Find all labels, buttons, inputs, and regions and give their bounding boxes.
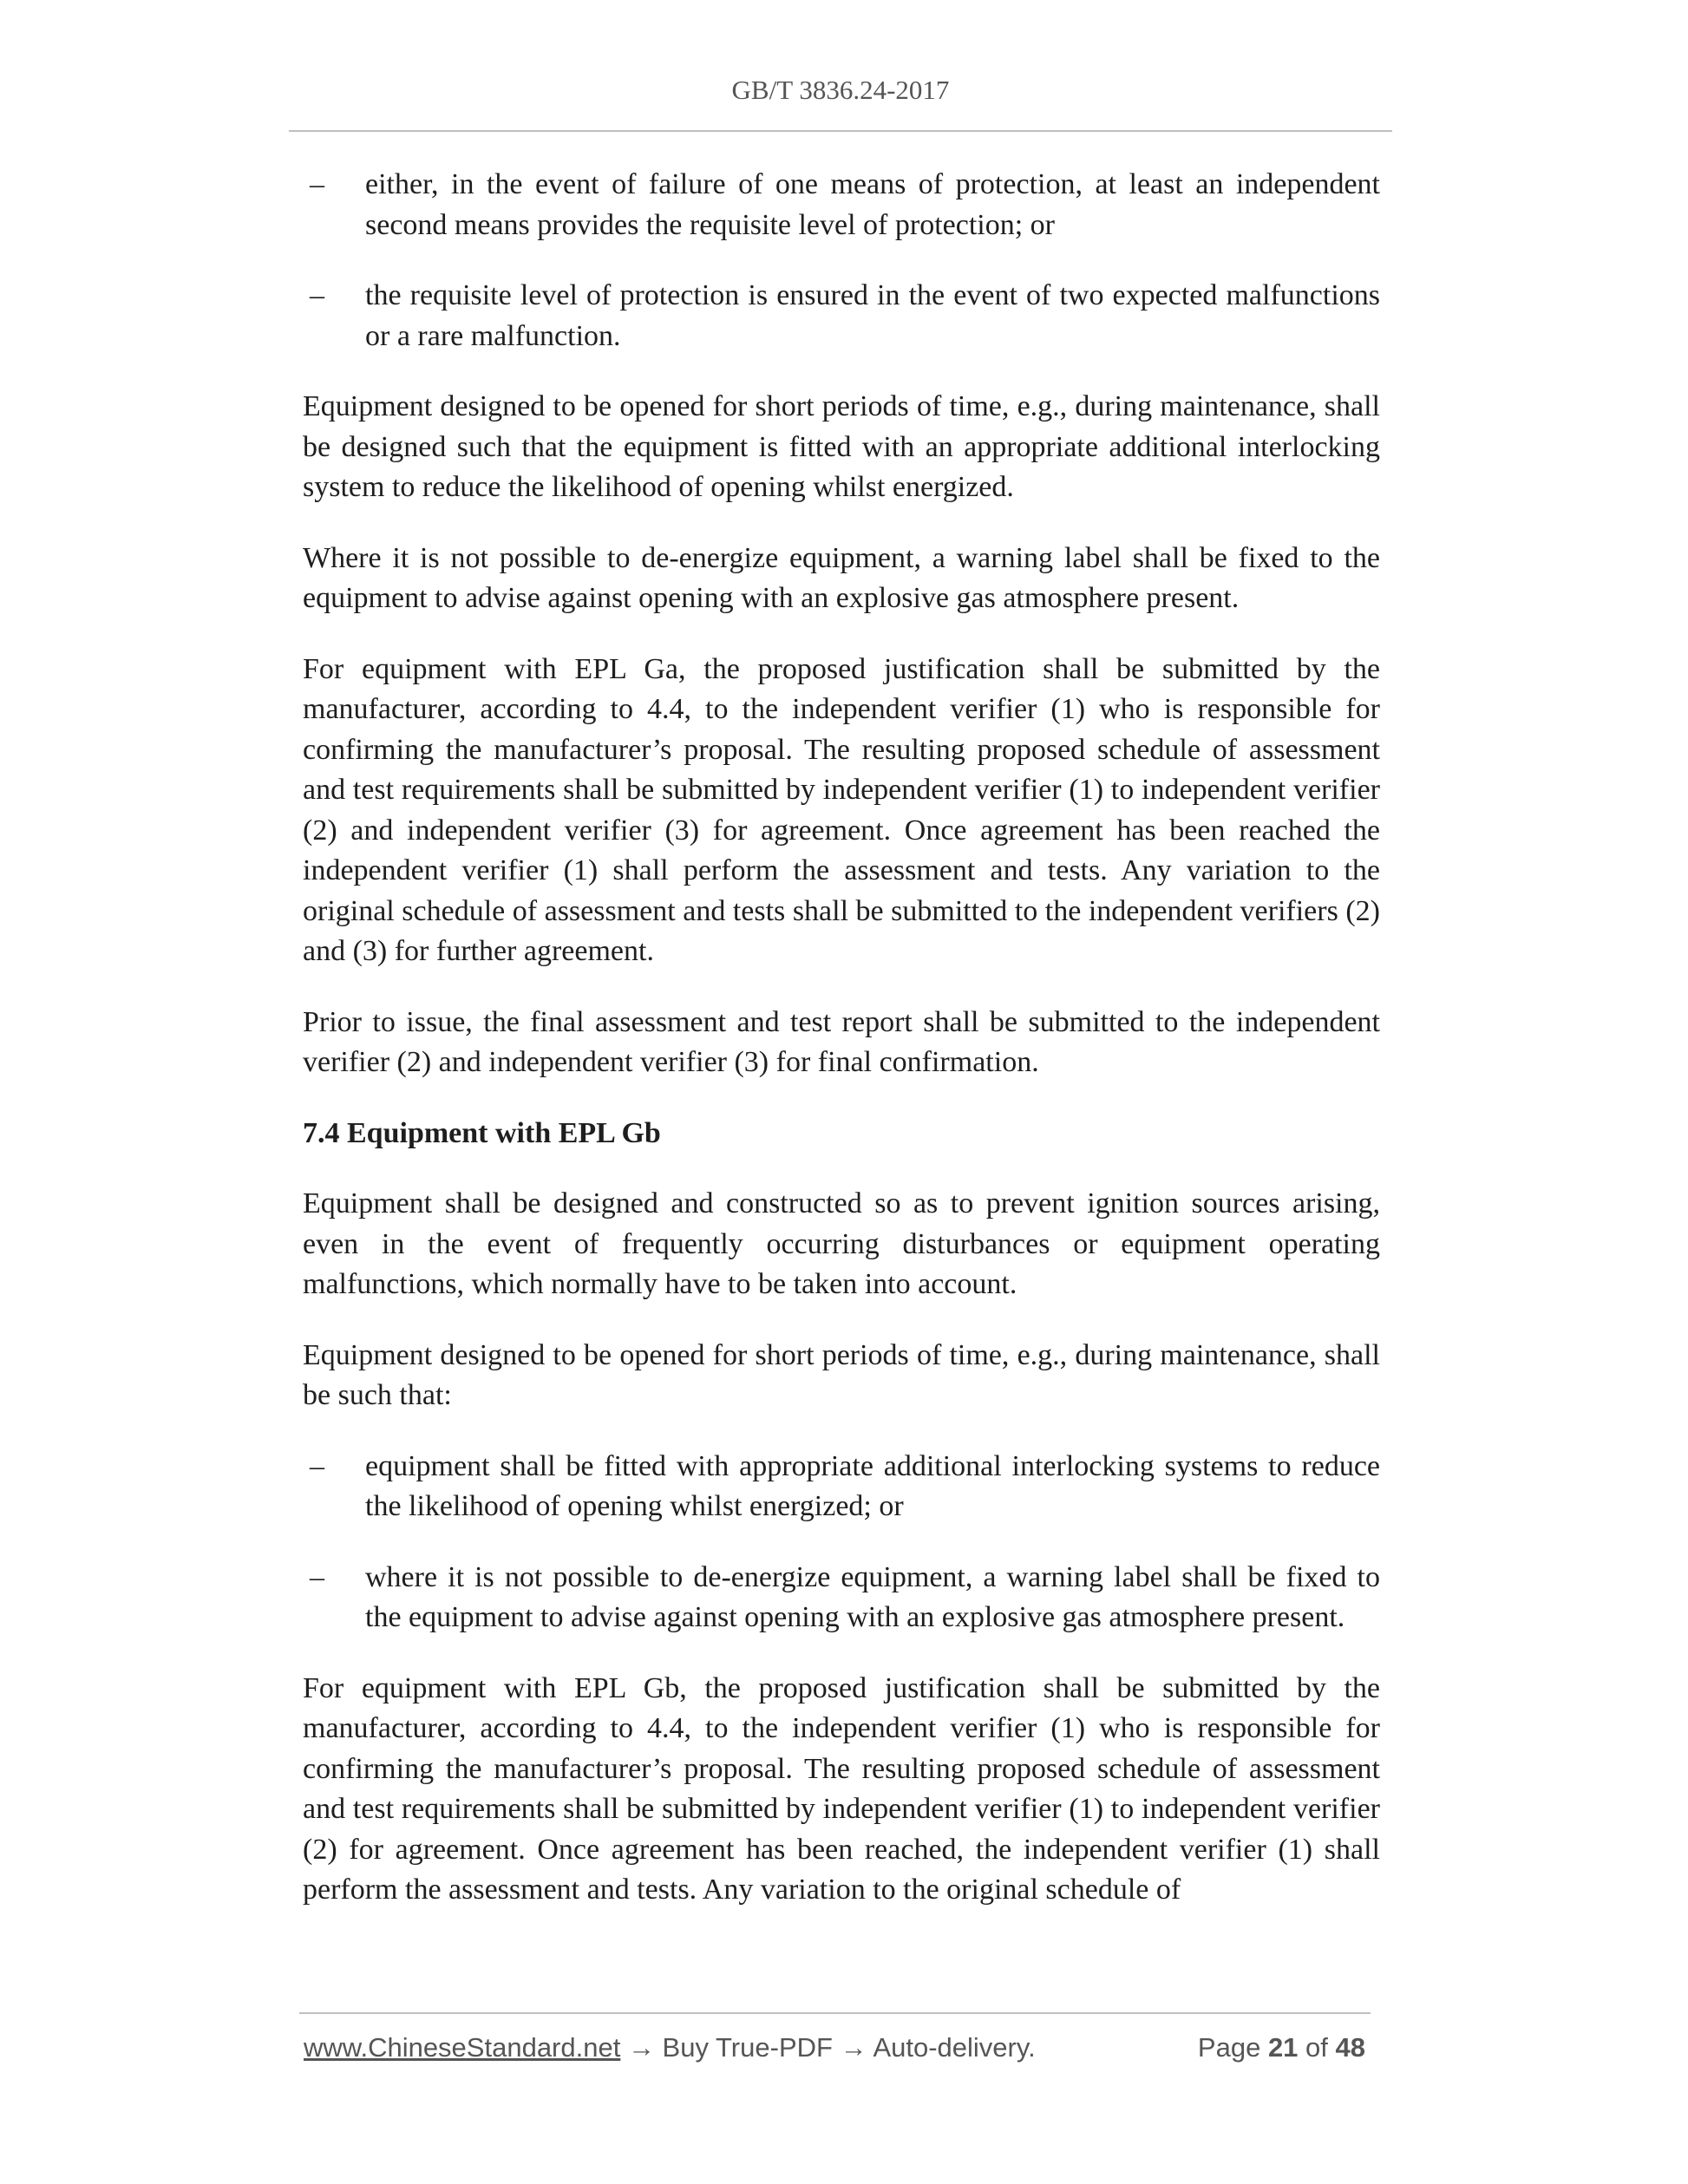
paragraph: Where it is not possible to de-energize equipment, a warning label shall be fixed to the equipment to advise against opening with an explosive gas atmosphere present. bbox=[303, 541, 1380, 614]
document-header-title: GB/T 3836.24-2017 bbox=[731, 75, 950, 105]
list-dash: – bbox=[310, 279, 324, 311]
page-label: Page bbox=[1197, 2032, 1268, 2063]
header-divider bbox=[289, 130, 1392, 132]
current-page-number: 21 bbox=[1267, 2032, 1299, 2063]
footer-divider bbox=[299, 2012, 1371, 2014]
list-item-text: equipment shall be fitted with appropriate additional interlocking systems to reduce the likelihood of opening whilst energized; or bbox=[365, 1449, 1380, 1522]
paragraph: For equipment with EPL Ga, the proposed justification shall be submitted by the manufacturer, according to 4.4, to the independent verifier (1) who is responsible for confirming the manufacturer’s proposal. The resulting proposed schedule of assessment and test requirements shall be submitted by independent verifier (1) to independent verifier (2) and independent verifier (3) for agreement. Once agreement has been reached the independent verifier (1) shall perform the assessment and tests. Any variation to the original schedule of assessment and tests shall be submitted to the independent verifiers (2) and (3) for further agreement. bbox=[303, 652, 1380, 967]
list-item-text: the requisite level of protection is ensured in the event of two expected malfunctions or a rare malfunction. bbox=[365, 279, 1380, 352]
of-label: of bbox=[1298, 2032, 1336, 2063]
total-pages-number: 48 bbox=[1335, 2032, 1365, 2063]
paragraph: Prior to issue, the final assessment and test report shall be submitted to the independent verifier (2) and independent verifier (3) for final confirmation. bbox=[303, 1005, 1380, 1078]
footer-promo-text: → Buy True-PDF → Auto-delivery. bbox=[620, 2032, 1036, 2063]
list-item bbox=[303, 165, 1380, 245]
list-dash: – bbox=[310, 1449, 324, 1482]
footer-promo bbox=[304, 2032, 1036, 2063]
page-footer bbox=[304, 2032, 1371, 2070]
list-item-text: either, in the event of failure of one means of protection, at least an independent second means provides the requisite level of protection; or bbox=[365, 168, 1380, 241]
page-content bbox=[303, 165, 1380, 1941]
list-item bbox=[303, 276, 1380, 356]
website-link[interactable]: www.ChineseStandard.net bbox=[304, 2032, 621, 2063]
paragraph: Equipment designed to be opened for short periods of time, e.g., during maintenance, shall be such that: bbox=[303, 1338, 1380, 1411]
paragraph: Equipment designed to be opened for short periods of time, e.g., during maintenance, shall be designed such that the equipment is fitted with an appropriate additional interlocking system to reduce the likelihood of opening whilst energized. bbox=[303, 390, 1380, 503]
list-item bbox=[303, 1558, 1380, 1638]
paragraph: Equipment shall be designed and constructed so as to prevent ignition sources arising, even in the event of frequently occurring disturbances or equipment operating malfunctions, which normally have to be taken into account. bbox=[303, 1187, 1380, 1300]
list-item bbox=[303, 1447, 1380, 1527]
section-heading: 7.4 Equipment with EPL Gb bbox=[303, 1116, 661, 1149]
paragraph: For equipment with EPL Gb, the proposed justification shall be submitted by the manufacturer, according to 4.4, to the independent verifier (1) who is responsible for confirming the manufacturer’s proposal. The resulting proposed schedule of assessment and test requirements shall be submitted by independent verifier (1) to independent verifier (2) for agreement. Once agreement has been reached, the independent verifier (1) shall perform the assessment and tests. Any variation to the original schedule of bbox=[303, 1671, 1380, 1906]
list-dash: – bbox=[310, 1560, 324, 1593]
list-dash: – bbox=[310, 168, 324, 200]
list-item-text: where it is not possible to de-energize equipment, a warning label shall be fixed to the equipment to advise against opening with an explosive gas atmosphere present. bbox=[365, 1560, 1380, 1633]
page-number bbox=[1198, 2032, 1365, 2063]
